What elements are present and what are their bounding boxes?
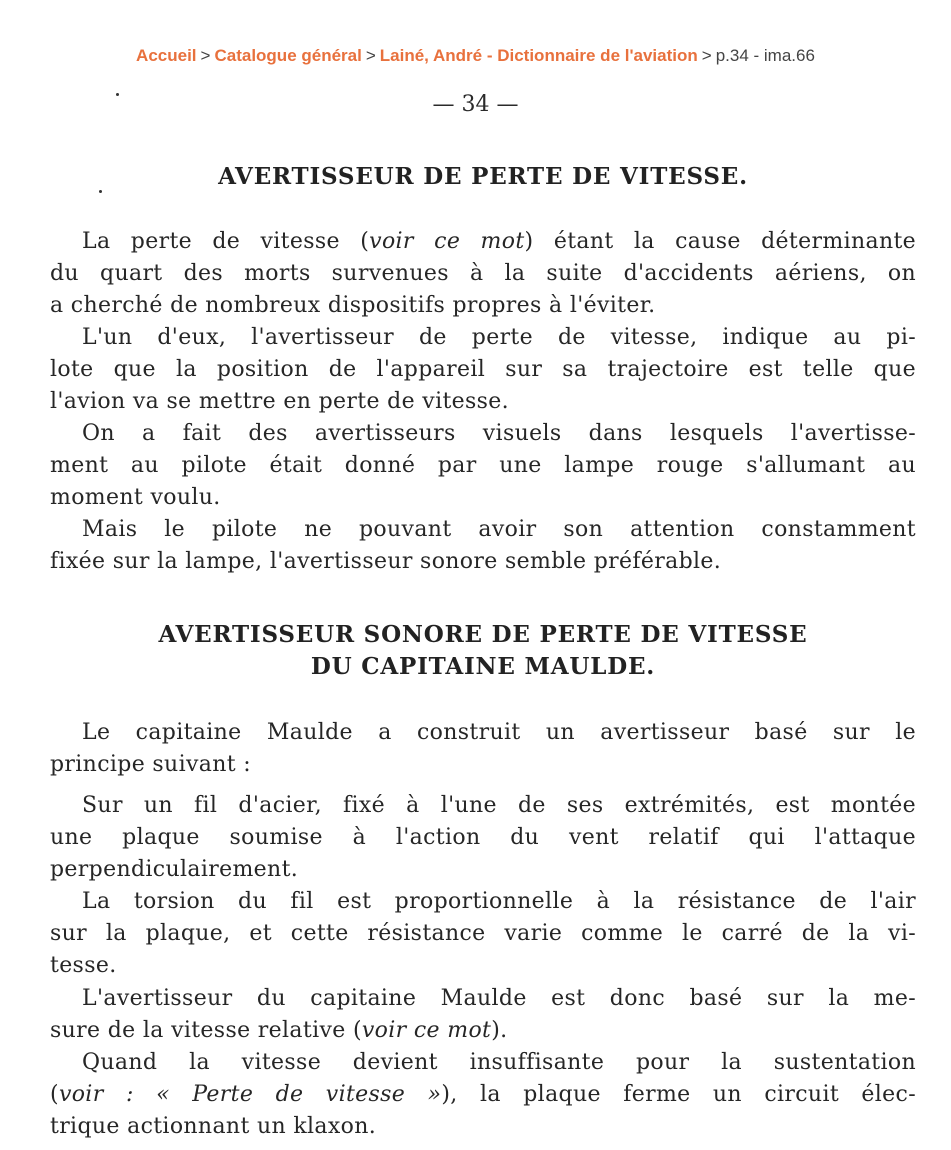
breadcrumb: [0, 46, 951, 66]
breadcrumb-separator: >: [365, 46, 376, 65]
page-number: — 34 —: [432, 92, 519, 117]
text-line: une plaque soumise à l'action du vent relatif qui l'attaque: [50, 825, 916, 850]
text-line: l'avion va se mettre en perte de vitesse.: [50, 389, 510, 414]
paragraph: [50, 322, 916, 418]
text-line: La torsion du fil est proportionnelle à la résistance de l'air: [82, 889, 916, 914]
breadcrumb-separator: >: [200, 46, 211, 65]
text-line: sure de la vitesse relative (voir ce mot).: [50, 1018, 508, 1043]
section-title: AVERTISSEUR DE PERTE DE VITESSE.: [218, 163, 748, 190]
paragraph: [50, 418, 916, 514]
paragraph: [50, 514, 916, 578]
text-line: principe suivant :: [50, 752, 252, 777]
section-title-line: DU CAPITAINE MAULDE.: [310, 653, 656, 680]
text-line: a cherché de nombreux dispositifs propres à l'éviter.: [50, 293, 656, 318]
text-line: sur la plaque, et cette résistance varie comme le carré de la vi-: [50, 921, 916, 946]
text-line: ment au pilote était donné par une lampe rouge s'allumant au: [50, 453, 916, 478]
text-line: L'avertisseur du capitaine Maulde est donc basé sur la me-: [82, 986, 916, 1011]
paragraph: [50, 1047, 916, 1143]
section-title: [50, 619, 916, 683]
text-line: trique actionnant un klaxon.: [50, 1114, 377, 1139]
text-line: perpendiculairement.: [50, 857, 299, 882]
paragraph: [50, 226, 916, 322]
paragraph: [50, 790, 916, 886]
paragraph: [50, 983, 916, 1047]
text-line: Quand la vitesse devient insuffisante pour la sustentation: [82, 1050, 916, 1075]
text-line: moment voulu.: [50, 485, 221, 510]
paragraph: [50, 886, 916, 982]
text-line: L'un d'eux, l'avertisseur de perte de vitesse, indique au pi-: [82, 325, 916, 350]
text-line: lote que la position de l'appareil sur sa trajectoire est telle que: [50, 357, 916, 382]
paragraph: [50, 717, 916, 781]
breadcrumb-home-link[interactable]: Accueil: [136, 46, 197, 65]
breadcrumb-current: p.34 - ima.66: [715, 46, 815, 65]
text-line: La perte de vitesse (voir ce mot) étant la cause déterminante: [82, 229, 917, 254]
section-title-line: AVERTISSEUR SONORE DE PERTE DE VITESSE: [158, 621, 808, 648]
breadcrumb-book-link[interactable]: Lainé, André - Dictionnaire de l'aviation: [379, 46, 698, 65]
text-line: Sur un fil d'acier, fixé à l'une de ses extrémités, est montée: [82, 793, 916, 818]
text-line: (voir : « Perte de vitesse »), la plaque ferme un circuit élec-: [50, 1082, 916, 1107]
text-line: Mais le pilote ne pouvant avoir son attention constamment: [82, 517, 916, 542]
text-line: On a fait des avertisseurs visuels dans lesquels l'avertisse-: [82, 421, 916, 446]
breadcrumb-separator: >: [701, 46, 712, 65]
text-line: fixée sur la lampe, l'avertisseur sonore semble préférable.: [50, 549, 722, 574]
text-line: Le capitaine Maulde a construit un avertisseur basé sur le: [82, 720, 916, 745]
breadcrumb-catalog-link[interactable]: Catalogue général: [214, 46, 362, 65]
text-line: du quart des morts survenues à la suite d'accidents aériens, on: [50, 261, 916, 286]
text-line: tesse.: [50, 953, 117, 978]
